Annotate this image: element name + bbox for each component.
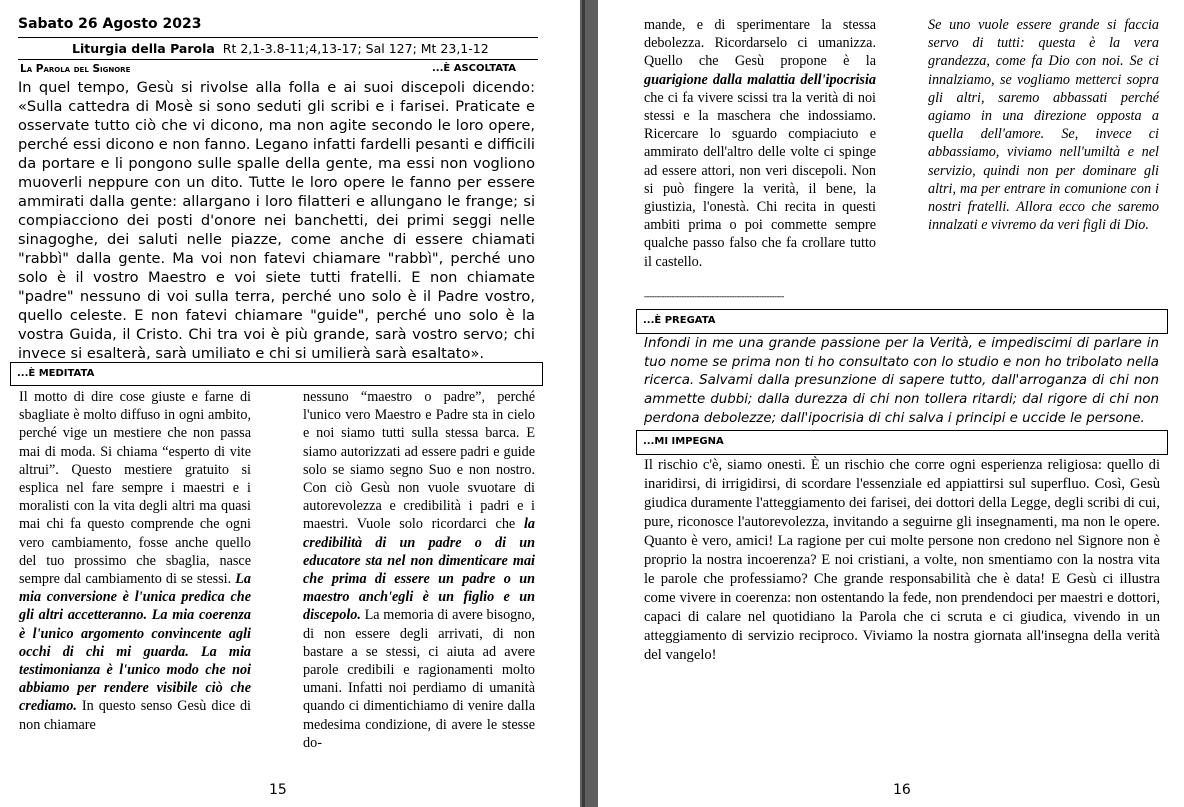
left-page [0, 0, 580, 807]
meditata-label: ...È MEDITATA [17, 368, 95, 379]
meditation-column-1 [19, 388, 251, 734]
liturgy-line [72, 41, 489, 56]
date-heading: Sabato 26 Agosto 2023 [18, 16, 202, 32]
liturgy-refs: Rt 2,1-3.8-11;4,13-17; Sal 127; Mt 23,1-12 [222, 41, 489, 56]
meditation-text: Il motto di dire cose giuste e farne di sbagliate è molto diffuso in ogni ambito, perché vige un mestiere che non passa mai di moda. Si chiama “esperto di vite altrui”. Questo mestiere gratuito si esplica nel fare sempre i maestri e i moralisti con la vita degli altri ma quasi mai chi fa questo comprende che ogni vero cambiamento, fosse anche quello del tuo prossimo che sbaglia, nasce sempre dal cambiamento di se stessi. [19, 389, 251, 588]
meditation-column-4: Se uno vuole essere grande si faccia servo di tutti: questa è la vera grandezza, come fa Dio con noi. Se ci innalziamo, se vogliamo metterci sopra gli altri, saremo abbassati perché agiamo in una direzione opposta a quella dell'amore. Se, invece ci abbassiamo, viviamo nell'umiltà e nel servizio, quindi non per dominare gli altri, ma per entrare in comunione con i nostri fratelli. Allora ecco che saremo innalzati e vivremo da veri figli di Dio. [928, 17, 1159, 234]
meditation-text: nessuno “maestro o padre”, perché l'unico vero Maestro e Padre sta in cielo e noi siamo tutti sulla stessa barca. E siamo autorizzati ad essere padri e guide solo se siamo segno Suo e non nostro. Con ciò Gesù non vuole svuotare di autorevolezza e credibilità i padri e i maestri. Vuole solo ricordarci che [303, 389, 535, 533]
section-ascoltata: ...È ASCOLTATA [432, 63, 516, 74]
meditation-emphasis: la credibilità di un padre o di un educatore sta nel non dimenticare mai che prima di essere un padre o un maestro anch'egli è un figlio e un discepolo. [303, 516, 536, 624]
meditation-column-2 [303, 388, 535, 752]
header-rule [18, 37, 538, 38]
meditation-text: La memoria di avere bisogno, di non essere degli arrivati, di non bastare a se stessi, ci aiuta ad avere parole credibili e ragionamenti molto umani. Infatti noi perdiamo di umanità quando ci dimentichiamo di venire dalla medesima condizione, di avere le stesse do- [303, 607, 535, 751]
separator-line: -------------------------------------------------------- [644, 291, 784, 301]
impegna-box [636, 430, 1168, 455]
meditation-emphasis: guarigione dalla malattia dell'ipocrisia [644, 71, 876, 88]
commitment-text: Il rischio c'è, siamo onesti. È un rischio che corre ogni esperienza religiosa: quello di inaridirsi, di irrigidirsi, di scordare l'essenziale ed appiattirsi sul superfluo. Così, Gesù giudica duramente l'atteggiamento dei farisei, dei dottori della Legge, degli scribi di cui, pure, riconosce l'autorevolezza, invitando a seguirne gli insegnamenti, ma non le opere. Quanto è vero, amici! La ragione per cui molte persone non credono nel Signore non è proprio la nostra incoerenza? E noi cristiani, a volte, non smentiamo con la nostra vita le parole che professiamo? Che grande responsabilità che è data! E Gesù ci illustra come vivere in coerenza: non ostentando la fede, non prendendoci per maestri e dottori, capaci di calare nel quotidiano la Parola che ci scruta e ci giudica, vivendo in un atteggiamento di servizio reciproco. Viviamo la nostra giornata all'insegna della verità del vangelo! [644, 457, 1160, 663]
pregata-box [636, 309, 1168, 334]
page-number: 15 [269, 782, 287, 798]
page-number: 16 [893, 782, 911, 798]
meditation-text: mande, e di sperimentare la stessa debolezza. Ricordarselo ci umanizza. Quello che Gesù propone è la [644, 17, 876, 70]
meditation-text: In questo senso Gesù dice di non chiamare [19, 698, 251, 733]
liturgy-rule [18, 59, 538, 60]
meditation-column-3 [644, 16, 876, 271]
right-page [598, 0, 1184, 807]
gutter-edge [582, 0, 585, 807]
meditation-text: che ci fa vivere scissi tra la verità di noi stessi e la maschera che indossiamo. Ricercare lo sguardo compiaciuto e ammirato dell'altro delle volte ci spinge ad essere attori, non veri discepoli. Non si può fingere la verità, il bene, la giustizia, l'onestà. Chi recita in questi ambiti prima o poi commette sempre qualche passo falso che fa crollare tutto il castello. [644, 89, 876, 270]
meditata-box [10, 362, 543, 386]
liturgy-label: Liturgia della Parola [72, 41, 215, 56]
prayer-text: Infondi in me una grande passione per la Verità, e impediscimi di parlare in tuo nome se prima non ti ho consultato con lo studio e non ho tribolato nella ricerca. Salvami dalla presunzione di sapere tutto, dall'arroganza di chi non ammette dubbi; dalla durezza di chi non tollera ritardi; dal rigore di chi non perdona debolezze; dall'ipocrisia di chi salva i principi e uccide le persone. [644, 336, 1159, 426]
impegna-label: ...MI IMPEGNA [643, 436, 724, 447]
section-parola: La Parola del Signore [20, 63, 131, 75]
gospel-text: In quel tempo, Gesù si rivolse alla folla e ai suoi discepoli dicendo: «Sulla cattedra di Mosè si sono seduti gli scribi e i farisei. Praticate e osservate tutto ciò che vi dicono, ma non agite secondo le loro opere, perché essi dicono e non fanno. Legano infatti fardelli pesanti e difficili da portare e li pongono sulle spalle della gente, ma essi non vogliono muoverli neppure con un dito. Tutte le loro opere le fanno per essere ammirati dalla gente: allargano i loro filatteri e allungano le frange; si compiacciono dei posti d'onore nei banchetti, dei primi seggi nelle sinagoghe, dei saluti nelle piazze, come anche di essere chiamati "rabbì" dalla gente. Ma voi non fatevi chiamare "rabbì", perché uno solo è il vostro Maestro e voi siete tutti fratelli. E non chiamate "padre" nessuno di voi sulla terra, perché uno solo è il Padre vostro, quello celeste. E non fatevi chiamare "guide", perché uno solo è la vostra Guida, il Cristo. Chi tra voi è più grande, sarà vostro servo; chi invece si esalterà, sarà umiliato e chi si umilierà sarà esaltato». [18, 79, 535, 362]
meditation-emphasis: La mia conversione è l'unica predica che gli altri accetteranno. La mia coerenza è l'unico argomento convincente agli occhi di chi mi guarda. La mia testimonianza è l'unico modo che noi abbiamo per rendere visibile ciò che crediamo. [19, 571, 251, 715]
pregata-label: ...È PREGATA [643, 315, 716, 326]
page-gutter [580, 0, 598, 807]
